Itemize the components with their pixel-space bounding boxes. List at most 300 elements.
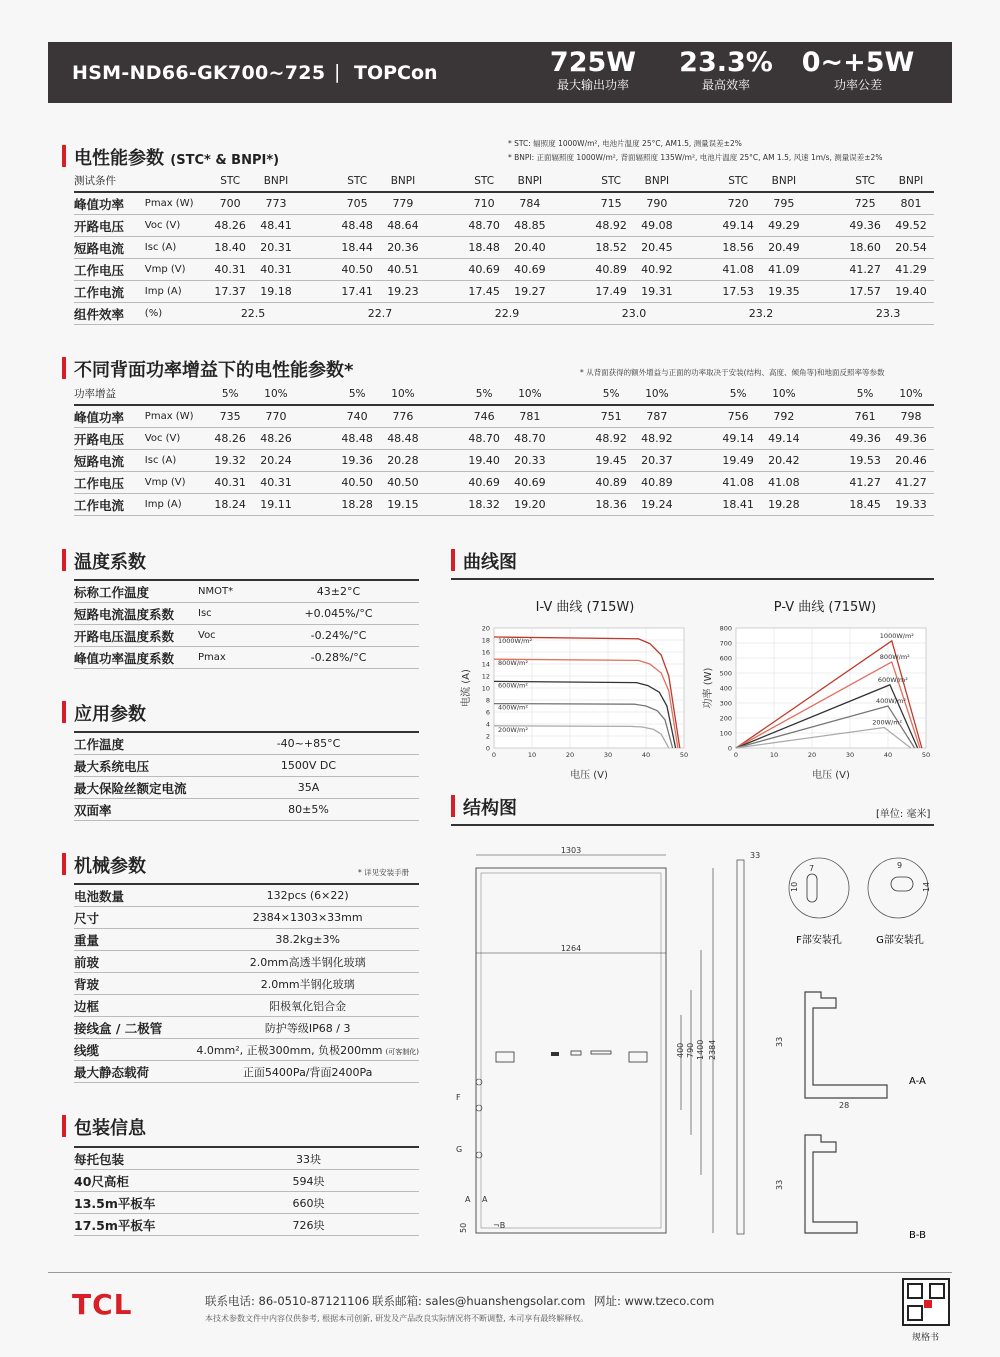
cell-value: 17.57 xyxy=(842,281,888,303)
cell-value: 20.45 xyxy=(634,237,680,259)
cell-value: 40.31 xyxy=(253,472,299,494)
cell-value: 773 xyxy=(253,192,299,215)
section-title-structure: 结构图 xyxy=(463,798,517,819)
table-row xyxy=(74,973,419,995)
spacer xyxy=(299,450,334,472)
header-bar xyxy=(48,42,952,103)
cell-value: 22.9 xyxy=(461,303,553,325)
y-tick-label: 18 xyxy=(481,636,490,645)
cell-value: 19.53 xyxy=(842,450,888,472)
spacer xyxy=(807,450,842,472)
row-symbol: (%) xyxy=(145,303,207,325)
section-bar xyxy=(62,701,66,723)
cell-value: 18.28 xyxy=(334,494,380,516)
table-row xyxy=(74,405,934,428)
cell-value: 40.89 xyxy=(634,472,680,494)
spacer xyxy=(299,303,334,325)
cell-value: 18.32 xyxy=(461,494,507,516)
g-hole-slot xyxy=(891,877,913,891)
table-header-col-b: 10% xyxy=(507,383,553,405)
row-label: 工作电压 xyxy=(74,472,145,494)
spacer xyxy=(426,303,461,325)
y-tick-label: 20 xyxy=(481,624,490,633)
qr-code-icon[interactable] xyxy=(902,1278,950,1326)
cell-value: 787 xyxy=(634,405,680,428)
cell-value: 17.53 xyxy=(715,281,761,303)
spacer xyxy=(553,494,588,516)
cell-value: 798 xyxy=(888,405,934,428)
cell-value: 790 xyxy=(634,192,680,215)
cell-value: 746 xyxy=(461,405,507,428)
table-header-row xyxy=(74,383,934,405)
technology-label: TOPCon xyxy=(354,62,438,84)
cell-value: 18.41 xyxy=(715,494,761,516)
cell-value: 22.7 xyxy=(334,303,426,325)
cell-value: 18.45 xyxy=(842,494,888,516)
series-label: 800W/m² xyxy=(879,652,910,661)
table-row xyxy=(74,1017,419,1039)
cell-value: 751 xyxy=(588,405,634,428)
spacer xyxy=(553,281,588,303)
cell-value: 40.51 xyxy=(380,259,426,281)
footer-website: 网址: www.tzeco.com xyxy=(594,1294,715,1308)
cell-value: 48.70 xyxy=(461,428,507,450)
packaging-table xyxy=(74,1146,419,1236)
cell-value: 770 xyxy=(253,405,299,428)
row-label: 双面率 xyxy=(74,799,198,821)
spacer xyxy=(299,405,334,428)
cell-value: 20.46 xyxy=(888,450,934,472)
spacer xyxy=(807,472,842,494)
cell-value: 19.20 xyxy=(507,494,553,516)
spacer xyxy=(807,281,842,303)
f-hole-slot xyxy=(807,874,817,902)
row-label: 开路电压温度系数 xyxy=(74,625,198,647)
spacer xyxy=(680,192,715,215)
row-label: 峰值功率 xyxy=(74,405,145,428)
y-tick-label: 4 xyxy=(485,720,490,729)
row-symbol: Isc xyxy=(198,603,258,625)
spacer xyxy=(680,170,715,192)
cell-value: 49.08 xyxy=(634,215,680,237)
row-label: 40尺高柜 xyxy=(74,1170,198,1192)
spacer xyxy=(426,383,461,405)
spacer xyxy=(807,192,842,215)
row-value-text: 35A xyxy=(297,781,320,794)
series-label: 200W/m² xyxy=(872,718,903,727)
note-bifacial: * 从背面获得的额外增益与正面的功率取决于安装(结构、高度、倾角等)和地面反照率等参数 xyxy=(580,368,885,377)
cell-value: 48.92 xyxy=(588,428,634,450)
y-tick-label: 14 xyxy=(481,660,490,669)
cell-value: 17.37 xyxy=(207,281,253,303)
note-mechanical: * 详见安装手册 xyxy=(358,868,410,877)
cell-value: 19.24 xyxy=(634,494,680,516)
spacer xyxy=(299,494,334,516)
cell-value: 19.18 xyxy=(253,281,299,303)
x-tick-label: 30 xyxy=(845,751,855,759)
y-tick-label: 6 xyxy=(485,708,490,717)
row-value-text: 正面5400Pa/背面2400Pa xyxy=(242,1065,373,1079)
row-value xyxy=(198,777,419,799)
row-value xyxy=(196,907,419,929)
cell-value: 40.89 xyxy=(588,472,634,494)
cell-value: 17.49 xyxy=(588,281,634,303)
y-tick-label: 16 xyxy=(481,648,490,657)
row-value-text: 38.2kg±3% xyxy=(275,933,340,946)
unit-label: [单位: 毫米] xyxy=(876,809,931,820)
spacer xyxy=(680,215,715,237)
row-symbol: Vmp (V) xyxy=(145,259,207,281)
series-label: 200W/m² xyxy=(498,725,528,734)
table-header-col-a: STC xyxy=(461,170,507,192)
section-title-mechanical: 机械参数 xyxy=(74,856,146,877)
y-tick-label: 0 xyxy=(727,744,732,753)
cell-value: 19.31 xyxy=(634,281,680,303)
model-name: HSM-ND66-GK700~725 xyxy=(72,62,326,84)
dim-2384: 2384 xyxy=(708,1039,717,1060)
cell-value: 19.28 xyxy=(761,494,807,516)
cell-value: 40.69 xyxy=(461,259,507,281)
row-label: 最大保险丝额定电流 xyxy=(74,777,198,799)
row-value xyxy=(196,995,419,1017)
kpi-value: 0~+5W xyxy=(801,47,915,78)
table-row xyxy=(74,192,934,215)
dim-f7: 7 xyxy=(809,864,815,873)
y-axis-label: 功率 (W) xyxy=(703,667,714,709)
kpi-label: 功率公差 xyxy=(833,78,882,92)
cell-value: 18.48 xyxy=(461,237,507,259)
row-value-text: 防护等级IP68 / 3 xyxy=(264,1021,351,1035)
dim-inner: 1264 xyxy=(560,944,582,953)
row-value xyxy=(196,1017,419,1039)
cell-value: 40.69 xyxy=(461,472,507,494)
row-value-text: 660块 xyxy=(292,1196,325,1210)
row-label: 标称工作温度 xyxy=(74,580,198,603)
cell-value: 41.27 xyxy=(888,472,934,494)
x-tick-label: 40 xyxy=(883,751,893,759)
spacer xyxy=(553,259,588,281)
section-title-temperature: 温度系数 xyxy=(74,552,146,573)
row-symbol: Pmax (W) xyxy=(145,405,207,428)
iv-chart-title: I-V 曲线 (715W) xyxy=(535,600,635,615)
divider xyxy=(451,578,934,580)
f-hole-label: F部安装孔 xyxy=(796,935,842,946)
spacer xyxy=(553,428,588,450)
cell-value: 41.29 xyxy=(888,259,934,281)
section-title-packaging: 包装信息 xyxy=(74,1118,146,1139)
series-label: 1000W/m² xyxy=(879,631,914,640)
dim-33-side: 33 xyxy=(750,851,761,860)
spacer xyxy=(426,170,461,192)
cell-value: 19.23 xyxy=(380,281,426,303)
x-tick-label: 30 xyxy=(603,751,613,759)
row-label: 背玻 xyxy=(74,973,196,995)
note-bnpi: * BNPI: 正面辐照度 1000W/m², 背面辐照度 135W/m², 电池片温度 25°C, AM 1.5, 风速 1m/s, 测量误差±2% xyxy=(508,153,883,162)
kpi-power-tolerance xyxy=(800,48,916,92)
row-symbol: Voc (V) xyxy=(145,215,207,237)
y-tick-label: 12 xyxy=(481,672,490,681)
cell-value: 48.70 xyxy=(507,428,553,450)
series-label: 800W/m² xyxy=(498,659,528,668)
temperature-table xyxy=(74,579,419,669)
spacer xyxy=(807,215,842,237)
cell-value: 735 xyxy=(207,405,253,428)
row-symbol: NMOT* xyxy=(198,580,258,603)
cell-value: 48.48 xyxy=(334,428,380,450)
table-header-col-a: STC xyxy=(334,170,380,192)
row-label: 短路电流 xyxy=(74,450,145,472)
cell-value: 720 xyxy=(715,192,761,215)
table-row xyxy=(74,884,419,907)
row-label: 工作电流 xyxy=(74,494,145,516)
cell-value: 48.26 xyxy=(253,428,299,450)
tcl-logo: TCL xyxy=(72,1288,133,1321)
spacer xyxy=(553,383,588,405)
cell-value: 20.40 xyxy=(507,237,553,259)
qr-label: 规格书 xyxy=(912,1333,940,1343)
dim-width: 1303 xyxy=(560,846,582,855)
section-bar xyxy=(451,795,455,817)
table-row xyxy=(74,580,419,603)
row-symbol: Pmax xyxy=(198,647,258,669)
series-label: 1000W/m² xyxy=(498,637,533,645)
row-symbol: Pmax (W) xyxy=(145,192,207,215)
cell-value: 40.92 xyxy=(634,259,680,281)
spacer xyxy=(426,281,461,303)
cell-value: 41.09 xyxy=(761,259,807,281)
table-header-col-b: BNPI xyxy=(888,170,934,192)
series-label: 600W/m² xyxy=(877,675,908,684)
footer-disclaimer: 本技术参数文件中内容仅供参考, 根据本司创新, 研发及产品改良实际情况将不断调整, 本司享有最终解释权。 xyxy=(205,1314,589,1323)
dim-g9: 9 xyxy=(897,861,903,870)
row-value-note: (可客制化) xyxy=(385,1047,419,1056)
row-value-text: 132pcs (6×22) xyxy=(266,889,349,902)
panel-inner xyxy=(481,873,661,1228)
table-header-col-b: BNPI xyxy=(761,170,807,192)
section-bar xyxy=(62,549,66,571)
y-tick-label: 200 xyxy=(719,714,732,723)
y-tick-label: 8 xyxy=(485,696,490,705)
row-label: 工作温度 xyxy=(74,732,198,755)
table-header-col-b: 10% xyxy=(634,383,680,405)
section-bar xyxy=(62,145,66,167)
row-label: 每托包装 xyxy=(74,1147,198,1170)
row-value-text: 726块 xyxy=(292,1218,325,1232)
section-title-application: 应用参数 xyxy=(74,704,146,725)
spacer xyxy=(807,170,842,192)
row-symbol: Imp (A) xyxy=(145,494,207,516)
row-label: 开路电压 xyxy=(74,215,145,237)
cell-value: 20.36 xyxy=(380,237,426,259)
table-row xyxy=(74,472,934,494)
connector-icon xyxy=(629,1052,647,1062)
table-row xyxy=(74,450,934,472)
table-header-col-b: 10% xyxy=(761,383,807,405)
spacer xyxy=(680,281,715,303)
row-value xyxy=(196,1039,419,1061)
cell-value: 779 xyxy=(380,192,426,215)
table-header-col-b: 10% xyxy=(888,383,934,405)
table-header-col-a: STC xyxy=(207,170,253,192)
cell-value: 19.11 xyxy=(253,494,299,516)
cell-value: 22.5 xyxy=(207,303,299,325)
table-header-row xyxy=(74,170,934,192)
kpi-max-power xyxy=(538,48,648,92)
spacer xyxy=(553,450,588,472)
spacer xyxy=(680,303,715,325)
cell-value: 49.14 xyxy=(715,428,761,450)
y-tick-label: 100 xyxy=(719,729,732,738)
profile-a-a xyxy=(805,992,887,1098)
row-value xyxy=(196,973,419,995)
table-row xyxy=(74,1170,419,1192)
cell-value: 20.54 xyxy=(888,237,934,259)
row-symbol: Voc (V) xyxy=(145,428,207,450)
row-label: 接线盒 / 二极管 xyxy=(74,1017,196,1039)
row-label: 电池数量 xyxy=(74,884,196,907)
spacer xyxy=(553,472,588,494)
cell-value: 23.0 xyxy=(588,303,680,325)
spacer xyxy=(553,170,588,192)
cell-value: 19.33 xyxy=(888,494,934,516)
table-row xyxy=(74,215,934,237)
table-header-col-b: BNPI xyxy=(380,170,426,192)
x-tick-label: 0 xyxy=(733,751,739,759)
spacer xyxy=(299,259,334,281)
table-row xyxy=(74,603,419,625)
label-f: F xyxy=(456,1093,461,1102)
cell-value: 48.85 xyxy=(507,215,553,237)
profile-b-b xyxy=(805,1135,857,1233)
label-g: G xyxy=(456,1145,463,1154)
x-tick-label: 50 xyxy=(921,751,931,759)
spacer xyxy=(299,237,334,259)
cell-value: 19.49 xyxy=(715,450,761,472)
cell-value: 705 xyxy=(334,192,380,215)
cell-value: 48.64 xyxy=(380,215,426,237)
cell-value: 795 xyxy=(761,192,807,215)
spacer xyxy=(553,303,588,325)
y-tick-label: 300 xyxy=(719,699,732,708)
table-row xyxy=(74,995,419,1017)
cell-value: 781 xyxy=(507,405,553,428)
series-label: 600W/m² xyxy=(498,681,528,690)
table-row xyxy=(74,647,419,669)
table-row xyxy=(74,1147,419,1170)
cell-value: 49.14 xyxy=(715,215,761,237)
table-row xyxy=(74,1039,419,1061)
row-label: 尺寸 xyxy=(74,907,196,929)
cell-value: 20.24 xyxy=(253,450,299,472)
spacer xyxy=(426,215,461,237)
table-row xyxy=(74,1214,419,1236)
cell-value: 23.2 xyxy=(715,303,807,325)
dim-f10: 10 xyxy=(790,881,799,892)
cell-value: 776 xyxy=(380,405,426,428)
spacer xyxy=(553,405,588,428)
row-value-text: -40~+85°C xyxy=(276,737,341,750)
row-label: 组件效率 xyxy=(74,303,145,325)
y-tick-label: 10 xyxy=(481,684,490,693)
panel-outline xyxy=(476,868,666,1233)
dim-p28: 28 xyxy=(839,1101,850,1110)
row-value-text: 33块 xyxy=(296,1152,321,1166)
spacer xyxy=(299,472,334,494)
row-label: 工作电流 xyxy=(74,281,145,303)
table-row xyxy=(74,259,934,281)
section-title-curves: 曲线图 xyxy=(463,552,517,573)
g-hole-label: G部安装孔 xyxy=(876,935,924,946)
kpi-max-efficiency xyxy=(668,48,784,92)
spacer xyxy=(807,494,842,516)
table-row xyxy=(74,929,419,951)
row-value xyxy=(198,1147,419,1170)
row-value xyxy=(196,1061,419,1083)
table-row xyxy=(74,907,419,929)
note-stc: * STC: 辐照度 1000W/m², 电池片温度 25°C, AM1.5, 测量误差±2% xyxy=(508,139,742,148)
application-table xyxy=(74,731,419,821)
section-title-electrical: 电性能参数 (STC* & BNPI*) xyxy=(74,148,280,169)
table-row-efficiency xyxy=(74,303,934,325)
cell-value: 41.08 xyxy=(761,472,807,494)
spacer xyxy=(807,237,842,259)
row-label: 工作电压 xyxy=(74,259,145,281)
cell-value: 49.36 xyxy=(842,215,888,237)
y-axis-label: 电流 (A) xyxy=(461,669,472,707)
connector-icon xyxy=(496,1052,514,1062)
x-tick-label: 10 xyxy=(769,751,779,759)
cell-value: 49.36 xyxy=(842,428,888,450)
row-label: 边框 xyxy=(74,995,196,1017)
row-symbol: Imp (A) xyxy=(145,281,207,303)
header-separator: | xyxy=(334,61,341,83)
row-label: 13.5m平板车 xyxy=(74,1192,198,1214)
x-tick-label: 10 xyxy=(527,751,537,759)
cell-value: 48.48 xyxy=(334,215,380,237)
cell-value: 19.32 xyxy=(207,450,253,472)
cell-value: 40.50 xyxy=(334,259,380,281)
kpi-label: 最高效率 xyxy=(701,78,750,92)
spacer xyxy=(426,494,461,516)
cell-value: 761 xyxy=(842,405,888,428)
spacer xyxy=(553,192,588,215)
x-axis-label: 电压 (V) xyxy=(812,770,850,780)
row-label: 最大静态载荷 xyxy=(74,1061,196,1083)
row-symbol: Voc xyxy=(198,625,258,647)
spacer xyxy=(426,428,461,450)
table-header-col-a: STC xyxy=(588,170,634,192)
row-value-text: 4.0mm², 正极300mm, 负极200mm xyxy=(196,1043,383,1057)
junction-box-icon xyxy=(571,1051,581,1055)
label-b: ¬B xyxy=(493,1221,506,1230)
series-label: 400W/m² xyxy=(498,703,528,712)
spacer xyxy=(680,450,715,472)
spacer xyxy=(680,428,715,450)
footer-email: 联系邮箱: sales@huanshengsolar.com xyxy=(372,1294,586,1308)
table-row xyxy=(74,237,934,259)
cell-value: 20.42 xyxy=(761,450,807,472)
row-value-text: +0.045%/°C xyxy=(304,607,373,620)
x-tick-label: 20 xyxy=(565,751,575,759)
dim-50: 50 xyxy=(459,1222,468,1233)
cell-value: 19.40 xyxy=(888,281,934,303)
spacer xyxy=(807,303,842,325)
cell-value: 18.60 xyxy=(842,237,888,259)
cell-value: 48.41 xyxy=(253,215,299,237)
cell-value: 41.08 xyxy=(715,472,761,494)
cell-value: 19.36 xyxy=(334,450,380,472)
row-value-text: 2.0mm半钢化玻璃 xyxy=(260,977,355,991)
